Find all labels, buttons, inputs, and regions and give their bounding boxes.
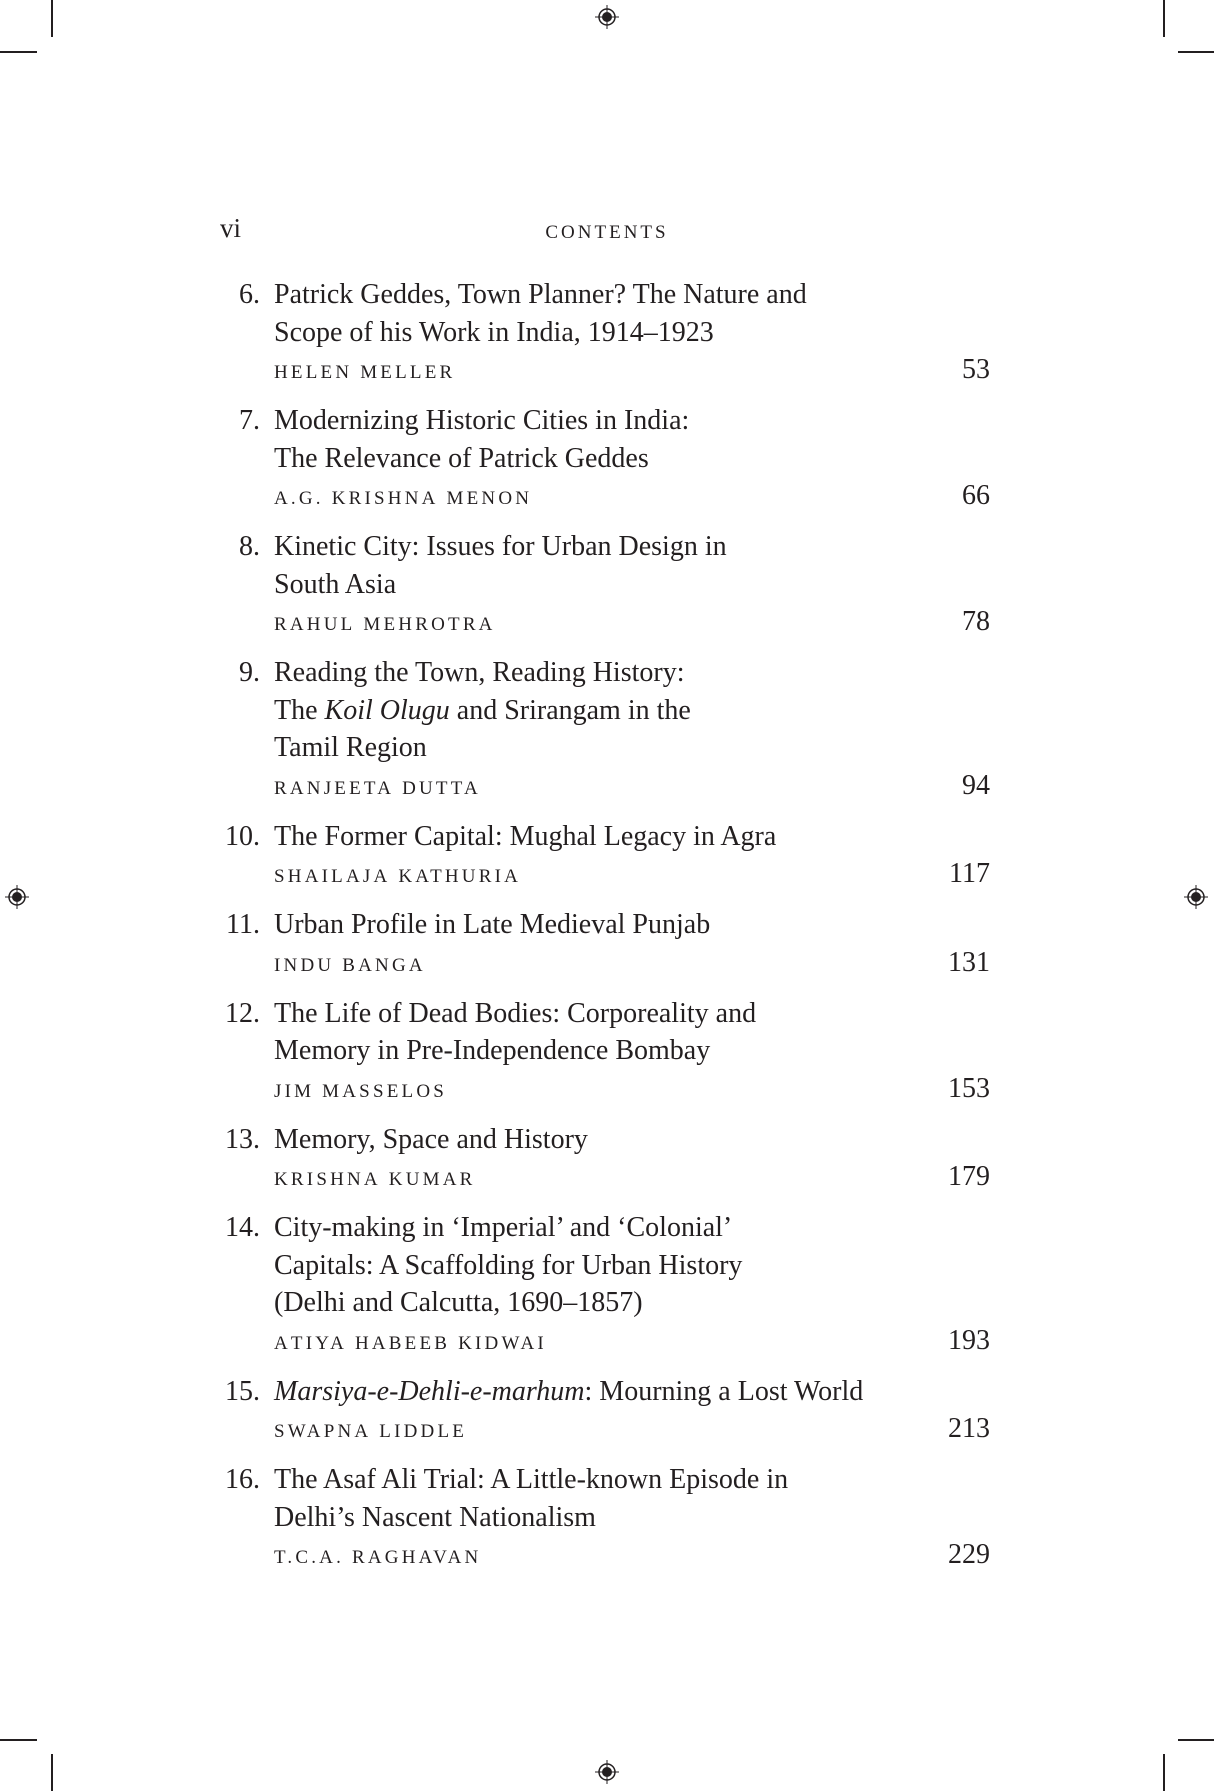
chapter-number: 6.: [239, 279, 260, 310]
title-text: and Srirangam in the: [449, 694, 691, 726]
chapter-number: 13.: [225, 1123, 260, 1155]
chapter-title-line: [274, 995, 990, 1033]
chapter-title-line: [274, 1461, 990, 1499]
title-text: The Asaf Ali Trial: A Little-known Episode in: [274, 1464, 789, 1495]
toc-entry: [200, 1461, 990, 1574]
title-text: Delhi’s Nascent Nationalism: [274, 1501, 596, 1533]
registration-mark-icon: [5, 885, 29, 909]
toc-entry: [200, 1373, 990, 1448]
author-line: [274, 1322, 990, 1360]
page-number: 179: [948, 1161, 990, 1192]
author-name: Jim Masselos: [274, 1072, 448, 1103]
chapter-number: 8.: [239, 531, 260, 562]
title-text: Kinetic City: Issues for Urban Design in: [274, 531, 727, 562]
page-number: 213: [948, 1413, 990, 1444]
toc-entry: [200, 276, 990, 389]
chapter-title-line: [274, 1121, 990, 1159]
title-text: Tamil Region: [274, 732, 427, 763]
title-text: The Relevance of Patrick Geddes: [274, 442, 649, 474]
chapter-number: 10.: [225, 820, 260, 852]
author-name: Krishna Kumar: [274, 1161, 476, 1191]
author-line: [274, 351, 990, 389]
chapter-title-line: [274, 818, 990, 856]
author-line: [274, 477, 990, 515]
crop-mark-top-right-horizontal: [1178, 51, 1214, 53]
author-name: Ranjeeta Dutta: [274, 769, 481, 800]
title-text: Scope of his Work in India, 1914–1923: [274, 316, 714, 348]
chapter-title-line: [274, 1247, 990, 1285]
page-number: 117: [949, 858, 990, 889]
chapter-number: 7.: [239, 405, 260, 436]
chapter-title-line: [274, 1499, 990, 1537]
crop-mark-bottom-left-vertical: [51, 1754, 53, 1791]
author-line: [274, 1070, 990, 1108]
chapter-title-line: [274, 528, 990, 566]
toc-entry: [200, 528, 990, 641]
page-number: 78: [962, 606, 990, 637]
title-text: Urban Profile in Late Medieval Punjab: [274, 909, 711, 940]
registration-mark-icon: [1184, 885, 1208, 909]
italic-title-text: Koil Olugu: [324, 694, 450, 726]
title-text: The Former Capital: Mughal Legacy in Agra: [274, 820, 777, 852]
chapter-title-line: [274, 1284, 990, 1322]
author-line: [274, 767, 990, 805]
chapter-number: 11.: [226, 909, 260, 940]
title-text: Memory, Space and History: [274, 1123, 588, 1155]
chapter-number: 14.: [225, 1212, 260, 1243]
title-text: South Asia: [274, 568, 397, 600]
author-line: [274, 1158, 990, 1196]
page-number: 131: [948, 946, 990, 978]
title-text: The: [274, 694, 325, 726]
crop-mark-bottom-right-horizontal: [1178, 1739, 1214, 1741]
page-number: 66: [962, 480, 990, 511]
title-text: Memory in Pre-Independence Bombay: [274, 1035, 711, 1066]
chapter-title-line: [274, 906, 990, 944]
chapter-title-line: [274, 1209, 990, 1247]
chapter-title-line: [274, 692, 990, 730]
chapter-number: 12.: [225, 997, 260, 1029]
author-line: [274, 855, 990, 893]
crop-mark-top-left-horizontal: [0, 51, 37, 53]
registration-mark-icon: [595, 5, 619, 29]
author-name: Swapna Liddle: [274, 1413, 468, 1443]
title-text: City-making in ‘Imperial’ and ‘Colonial’: [274, 1212, 733, 1243]
toc-entry: [200, 654, 990, 804]
crop-mark-top-left-vertical: [51, 0, 53, 37]
toc-entry: [200, 1209, 990, 1359]
toc-entry: [200, 1121, 990, 1196]
title-text: (Delhi and Calcutta, 1690–1857): [274, 1287, 643, 1318]
author-name: T.C.A. Raghavan: [274, 1539, 482, 1569]
chapter-title-line: [274, 276, 990, 314]
title-text: Capitals: A Scaffolding for Urban History: [274, 1249, 743, 1281]
page-number: 229: [948, 1539, 990, 1570]
toc-entry: [200, 818, 990, 893]
title-text: The Life of Dead Bodies: Corporeality and: [274, 997, 757, 1029]
chapter-title-line: [274, 314, 990, 352]
crop-mark-bottom-left-horizontal: [0, 1739, 37, 1741]
chapter-title-line: [274, 729, 990, 767]
author-line: [274, 1536, 990, 1574]
chapter-title-line: [274, 1373, 990, 1411]
chapter-title-line: [274, 654, 990, 692]
author-name: Shailaja Kathuria: [274, 858, 522, 888]
page-number: 153: [948, 1072, 990, 1104]
page-number: 94: [962, 769, 990, 801]
chapter-title-line: [274, 402, 990, 440]
title-text: Modernizing Historic Cities in India:: [274, 405, 690, 436]
author-line: [274, 1410, 990, 1448]
author-name: Indu Banga: [274, 946, 426, 977]
toc-entry: [200, 402, 990, 515]
running-head: Contents: [545, 214, 669, 244]
chapter-title-line: [274, 566, 990, 604]
page-folio: vi: [220, 213, 242, 243]
title-text: Reading the Town, Reading History:: [274, 657, 685, 688]
author-line: [274, 603, 990, 641]
chapter-number: 9.: [239, 657, 260, 688]
chapter-number: 16.: [225, 1464, 260, 1495]
author-name: A.G. Krishna Menon: [274, 480, 533, 510]
italic-title-text: Marsiya-e-Dehli-e-marhum: [274, 1375, 585, 1407]
crop-mark-top-right-vertical: [1163, 0, 1165, 37]
title-text: Patrick Geddes, Town Planner? The Nature and: [274, 279, 807, 310]
crop-mark-bottom-right-vertical: [1163, 1754, 1165, 1791]
author-name: Atiya Habeeb Kidwai: [274, 1324, 547, 1355]
registration-mark-icon: [595, 1760, 619, 1784]
chapter-title-line: [274, 440, 990, 478]
chapter-number: 15.: [225, 1375, 260, 1407]
table-of-contents: [200, 276, 990, 1587]
author-name: Helen Meller: [274, 354, 456, 384]
author-name: Rahul Mehrotra: [274, 606, 496, 636]
chapter-title-line: [274, 1032, 990, 1070]
title-text: : Mourning a Lost World: [584, 1375, 864, 1407]
toc-entry: [200, 906, 990, 981]
page-number: 53: [962, 354, 990, 385]
author-line: [274, 944, 990, 982]
page-number: 193: [948, 1324, 990, 1356]
toc-entry: [200, 995, 990, 1108]
